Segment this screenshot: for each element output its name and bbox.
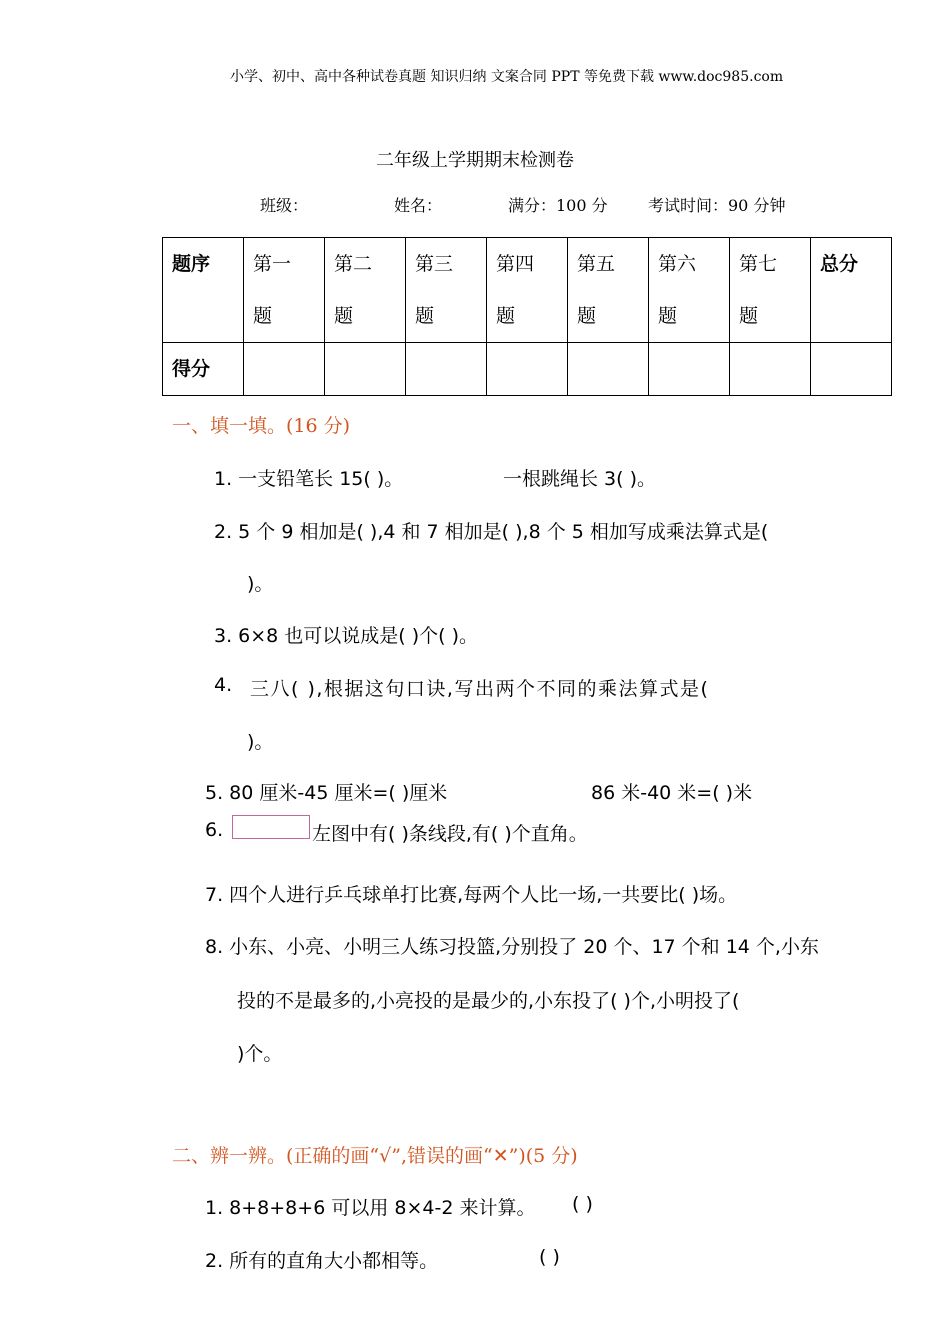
question-1-7: 7. 四个人进行乒乓球单打比赛,每两个人比一场,一共要比( )场。 — [205, 884, 738, 906]
question-1-5a: 5. 80 厘米-45 厘米=( )厘米 — [205, 782, 448, 804]
column-header: 第五 题 — [568, 238, 649, 343]
name-label: 姓名： — [394, 196, 443, 215]
score-cell[interactable] — [325, 343, 406, 396]
question-1-8-line1: 8. 小东、小亮、小明三人练习投篮,分别投了 20 个、17 个和 14 个,小东 — [205, 936, 819, 958]
class-label: 班级： — [260, 196, 309, 215]
question-1-4-line2: )。 — [247, 731, 274, 753]
section1-title: 一、填一填。(16 分) — [172, 415, 351, 437]
question-1-1b: 一根跳绳长 3( )。 — [503, 468, 656, 490]
question-1-4-line1: 三八( ),根据这句口诀,写出两个不同的乘法算式是( — [250, 678, 710, 700]
rectangle-figure — [232, 815, 310, 839]
question-1-8-line2: 投的不是最多的,小亮投的是最少的,小东投了( )个,小明投了( — [237, 990, 740, 1012]
score-cell[interactable] — [406, 343, 487, 396]
question-2-2: 2. 所有的直角大小都相等。 — [205, 1250, 439, 1272]
column-header: 第六 题 — [649, 238, 730, 343]
score-cell[interactable] — [487, 343, 568, 396]
question-1-2-line1: 2. 5 个 9 相加是( ),4 和 7 相加是( ),8 个 5 相加写成乘法算式是( — [214, 521, 769, 543]
answer-blank[interactable]: ( ) — [572, 1193, 593, 1215]
row-header-score: 得分 — [163, 343, 244, 396]
question-1-3: 3. 6×8 也可以说成是( )个( )。 — [214, 625, 479, 647]
column-header: 第二 题 — [325, 238, 406, 343]
column-header: 第三 题 — [406, 238, 487, 343]
answer-blank[interactable]: ( ) — [539, 1246, 560, 1268]
question-1-8-line3: )个。 — [237, 1043, 283, 1065]
score-cell[interactable] — [811, 343, 892, 396]
column-header: 第四 题 — [487, 238, 568, 343]
site-header: 小学、初中、高中各种试卷真题 知识归纳 文案合同 PPT 等免费下载 www.doc985.com — [230, 69, 784, 85]
question-1-2-line2: )。 — [247, 573, 274, 595]
question-1-4-num: 4. — [214, 674, 233, 696]
section2-title: 二、辨一辨。(正确的画“√”,错误的画“✕”)(5 分) — [172, 1145, 578, 1167]
exam-time: 考试时间：90 分钟 — [648, 196, 786, 215]
column-header: 第一 题 — [244, 238, 325, 343]
score-cell[interactable] — [649, 343, 730, 396]
row-header-order: 题序 — [163, 238, 244, 343]
score-cell[interactable] — [244, 343, 325, 396]
question-1-6: 左图中有( )条线段,有( )个直角。 — [312, 823, 588, 845]
score-table — [162, 237, 892, 396]
column-header: 第七 题 — [730, 238, 811, 343]
full-score: 满分：100 分 — [508, 196, 608, 215]
question-1-5b: 86 米-40 米=( )米 — [591, 782, 753, 804]
column-header-total: 总分 — [811, 238, 892, 343]
question-1-6-num: 6. — [205, 819, 224, 841]
page-title: 二年级上学期期末检测卷 — [376, 150, 574, 171]
question-2-1: 1. 8+8+8+6 可以用 8×4-2 来计算。 — [205, 1197, 536, 1219]
score-cell[interactable] — [730, 343, 811, 396]
score-cell[interactable] — [568, 343, 649, 396]
question-1-1a: 1. 一支铅笔长 15( )。 — [214, 468, 404, 490]
